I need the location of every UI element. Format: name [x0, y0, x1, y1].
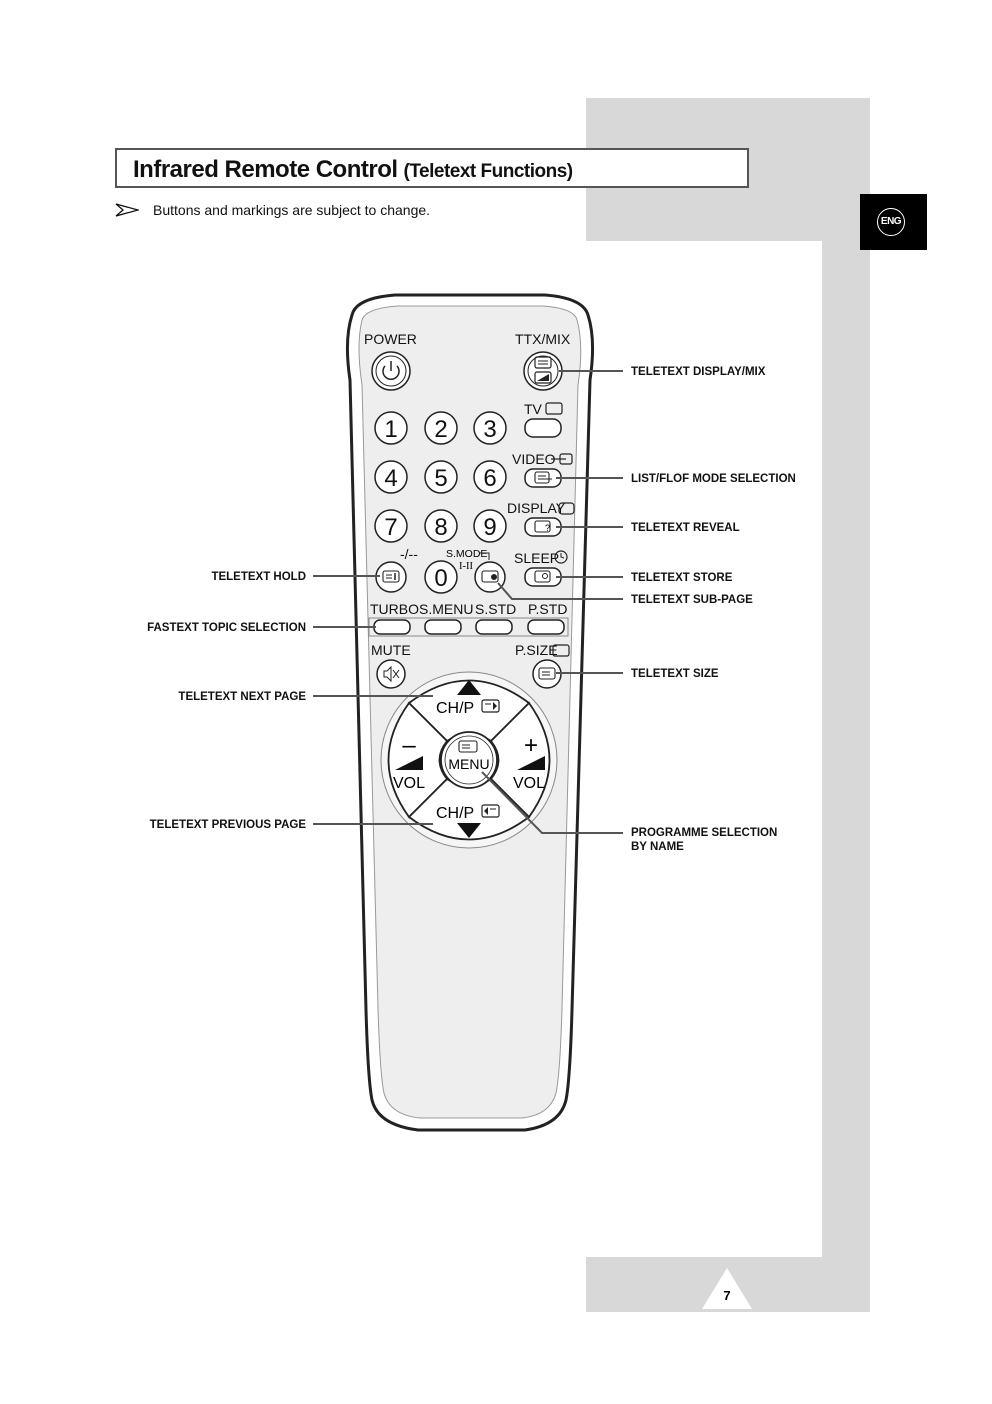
reveal-button[interactable] — [525, 518, 561, 536]
ch-up-label: CH/P — [436, 700, 475, 717]
smode-sub-label: I-II — [459, 561, 473, 572]
pstd-label: P.STD — [528, 601, 568, 617]
digit-button-1[interactable] — [375, 412, 407, 444]
display-label: DISPLAY — [507, 500, 566, 516]
digit-9-label: 9 — [483, 514, 497, 541]
ttx-mix-label: TTX/MIX — [515, 331, 571, 347]
subpage-button[interactable] — [475, 562, 505, 592]
callout-teletext-prev: TELETEXT PREVIOUS PAGE — [149, 819, 306, 831]
video-label: VIDEO — [512, 451, 556, 467]
digit-button-2[interactable] — [425, 412, 457, 444]
page-number: 7 — [723, 1288, 731, 1303]
digit-1-label: 1 — [384, 416, 398, 443]
menu-label: MENU — [448, 756, 490, 772]
digit-7-label: 7 — [384, 514, 398, 541]
note-text: Buttons and markings are subject to change. — [153, 202, 431, 218]
vol-left-label: VOL — [392, 775, 426, 792]
mute-label: MUTE — [371, 642, 411, 658]
power-label: POWER — [364, 331, 417, 347]
sstd-label: S.STD — [475, 601, 517, 617]
callout-teletext-hold: TELETEXT HOLD — [211, 571, 306, 583]
digit-button-4[interactable] — [375, 461, 407, 493]
fastext-yellow-button[interactable] — [476, 620, 512, 634]
title-main: Infrared Remote Control — [133, 156, 398, 183]
smenu-label: S.MENU — [419, 601, 474, 617]
callout-programme-selection: PROGRAMME SELECTION — [631, 827, 778, 839]
fastext-green-button[interactable] — [425, 620, 461, 634]
callout-teletext-reveal: TELETEXT REVEAL — [631, 522, 740, 534]
dash-label: -/-- — [400, 546, 418, 562]
digit-button-7[interactable] — [375, 510, 407, 542]
callout-teletext-next: TELETEXT NEXT PAGE — [178, 691, 306, 703]
callout-teletext-store: TELETEXT STORE — [631, 572, 733, 584]
digit-button-3[interactable] — [474, 412, 506, 444]
digit-button-9[interactable] — [474, 510, 506, 542]
language-badge: ENG — [877, 208, 905, 236]
power-button[interactable] — [372, 352, 410, 390]
plus-label: + — [523, 732, 539, 759]
tv-button[interactable] — [525, 419, 561, 437]
psize-label: P.SIZE — [515, 642, 558, 658]
question-icon: ? — [545, 523, 551, 533]
ch-down-label: CH/P — [436, 805, 475, 822]
callout-teletext-size: TELETEXT SIZE — [631, 668, 719, 680]
mute-button[interactable] — [377, 660, 405, 688]
callout-teletext-display-mix: TELETEXT DISPLAY/MIX — [631, 366, 766, 378]
hold-button[interactable] — [376, 562, 406, 592]
fastext-red-button[interactable] — [374, 620, 410, 634]
digit-button-6[interactable] — [474, 461, 506, 493]
digit-8-label: 8 — [434, 514, 448, 541]
fastext-blue-button[interactable] — [528, 620, 564, 634]
tv-label: TV — [524, 401, 542, 417]
callout-fastext: FASTEXT TOPIC SELECTION — [147, 622, 306, 634]
digit-3-label: 3 — [483, 416, 497, 443]
ttx-mix-button[interactable] — [524, 352, 562, 390]
turbo-label: TURBO — [370, 601, 419, 617]
store-button[interactable] — [525, 568, 561, 586]
callout-teletext-subpage: TELETEXT SUB-PAGE — [631, 594, 753, 606]
sleep-label: SLEEP — [514, 550, 560, 566]
page-number-badge — [700, 1266, 754, 1310]
smode-label: S.MODE — [446, 548, 488, 560]
digit-2-label: 2 — [434, 416, 448, 443]
digit-button-0[interactable] — [425, 561, 457, 593]
digit-0-label: 0 — [434, 565, 448, 592]
callout-programme-by-name: BY NAME — [631, 841, 684, 853]
callout-list-flof: LIST/FLOF MODE SELECTION — [631, 473, 796, 485]
vol-right-label: VOL — [512, 775, 546, 792]
digit-button-5[interactable] — [425, 461, 457, 493]
digit-4-label: 4 — [384, 465, 398, 492]
list-flof-button[interactable] — [525, 469, 561, 487]
digit-button-8[interactable] — [425, 510, 457, 542]
digit-5-label: 5 — [434, 465, 448, 492]
minus-label: – — [402, 732, 416, 759]
title-sub: (Teletext Functions) — [403, 161, 573, 182]
digit-6-label: 6 — [483, 465, 497, 492]
